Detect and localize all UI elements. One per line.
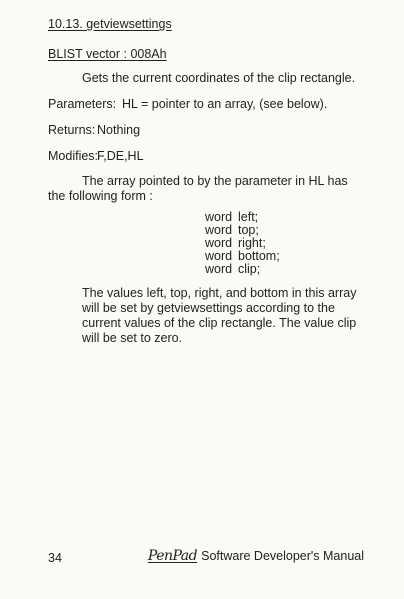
- modifies-label: Modifies:: [48, 149, 99, 163]
- struct-field-type: word: [205, 236, 233, 250]
- returns-label: Returns:: [48, 123, 96, 137]
- struct-field-type: word: [205, 249, 233, 263]
- struct-field-name: bottom;: [238, 249, 280, 263]
- section-heading: 10.13. getviewsettings: [48, 17, 172, 31]
- manual-title: Software Developer's Manual: [201, 549, 364, 563]
- struct-field-type: word: [205, 262, 233, 276]
- returns-value: Nothing: [97, 123, 141, 137]
- page-number: 34: [48, 551, 62, 565]
- struct-field-name: right;: [238, 236, 266, 250]
- closing-paragraph: The values left, top, right, and bottom in this array will be set by getviewsettings according to the current values of the clip rectangle. The value clip will be set to zero.: [82, 286, 357, 345]
- parameters-label: Parameters:: [48, 97, 117, 111]
- array-structure: [205, 211, 280, 276]
- function-description: Gets the current coordinates of the clip rectangle.: [82, 71, 356, 85]
- page-footer: [148, 549, 364, 564]
- struct-field-type: word: [205, 223, 233, 237]
- struct-field-name: top;: [238, 223, 259, 237]
- modifies-value: F,DE,HL: [97, 149, 144, 163]
- struct-field-name: left;: [238, 210, 259, 224]
- parameters-value: HL = pointer to an array, (see below).: [122, 97, 328, 111]
- blist-vector: BLIST vector : 008Ah: [48, 47, 167, 61]
- struct-field-type: word: [205, 210, 233, 224]
- struct-field-name: clip;: [238, 262, 261, 276]
- array-intro-paragraph: The array pointed to by the parameter in HL has the following form :: [48, 174, 348, 203]
- struct-field: [205, 263, 280, 276]
- penpad-logo: PenPad: [147, 548, 198, 564]
